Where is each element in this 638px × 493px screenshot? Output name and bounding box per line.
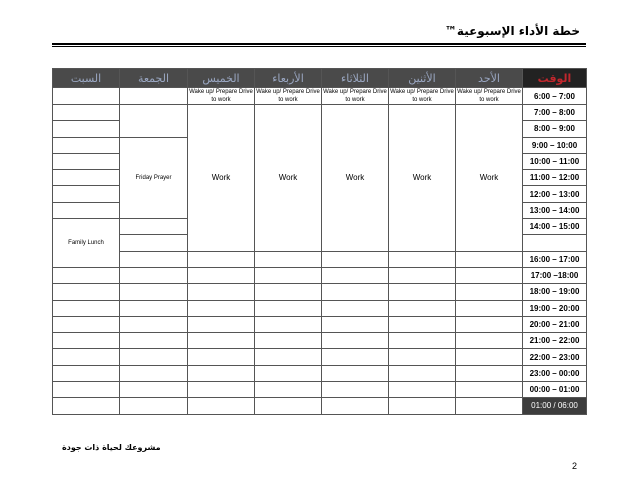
cell-tuesday [322, 251, 389, 267]
table-row [53, 251, 587, 267]
cell-tuesday [322, 267, 389, 283]
cell-thursday [188, 333, 255, 349]
cell-wednesday [255, 382, 322, 398]
cell-saturday [53, 137, 120, 153]
time-cell: 00:00 – 01:00 [523, 382, 587, 398]
cell-sunday [456, 398, 523, 414]
header-thursday: الخميس [188, 69, 255, 88]
cell-saturday [53, 170, 120, 186]
time-cell: 19:00 – 20:00 [523, 300, 587, 316]
cell-sunday [456, 349, 523, 365]
cell-saturday [53, 333, 120, 349]
time-cell: 23:00 – 00:00 [523, 365, 587, 381]
time-cell-sleep: 01:00 / 06:00 [523, 398, 587, 414]
cell-tuesday [322, 398, 389, 414]
cell-tuesday [322, 300, 389, 316]
cell-friday [120, 349, 188, 365]
table-row [53, 333, 587, 349]
cell-saturday [53, 316, 120, 332]
table-row [53, 365, 587, 381]
cell-thursday [523, 235, 587, 251]
title-underline [52, 43, 586, 45]
cell-saturday [53, 153, 120, 169]
time-cell: 21:00 – 22:00 [523, 333, 587, 349]
cell-tuesday [322, 316, 389, 332]
cell-monday [389, 267, 456, 283]
cell-sunday [456, 316, 523, 332]
table-row [53, 316, 587, 332]
footer-slogan: مشروعك لحياة ذات جودة [62, 443, 161, 452]
cell-saturday [53, 186, 120, 202]
table-row [53, 300, 587, 316]
cell-friday [120, 88, 188, 105]
cell-monday [389, 398, 456, 414]
cell-thursday [188, 349, 255, 365]
cell-friday-prayer: Friday Prayer [120, 137, 188, 218]
cell-sunday [456, 382, 523, 398]
cell-wednesday [255, 333, 322, 349]
cell-monday-work: Work [389, 105, 456, 252]
cell-friday [120, 300, 188, 316]
time-cell: 8:00 – 9:00 [523, 121, 587, 137]
title-underline-thin [52, 46, 586, 47]
time-cell: 18:00 – 19:00 [523, 284, 587, 300]
time-cell: 16:00 – 17:00 [523, 251, 587, 267]
table-row [53, 398, 587, 414]
cell-saturday [53, 105, 120, 121]
cell-monday [389, 365, 456, 381]
cell-sunday [456, 284, 523, 300]
cell-saturday [53, 365, 120, 381]
cell-wednesday [255, 267, 322, 283]
cell-sunday [456, 365, 523, 381]
header-row [53, 69, 587, 88]
cell-sunday-work: Work [456, 105, 523, 252]
table-row [53, 267, 587, 283]
header-tuesday: الثلاثاء [322, 69, 389, 88]
time-cell: 17:00 –18:00 [523, 267, 587, 283]
table-row [53, 349, 587, 365]
cell-wednesday [255, 349, 322, 365]
header-wednesday: الأربعاء [255, 69, 322, 88]
table-row [53, 284, 587, 300]
cell-saturday [53, 382, 120, 398]
cell-monday [389, 333, 456, 349]
cell-wednesday [255, 365, 322, 381]
cell-wednesday [255, 316, 322, 332]
table-row [53, 105, 587, 121]
table-row [53, 382, 587, 398]
cell-friday [120, 316, 188, 332]
cell-wednesday [255, 398, 322, 414]
time-cell: 9:00 – 10:00 [523, 137, 587, 153]
cell-thursday [188, 300, 255, 316]
cell-wednesday-wakeup: Wake up/ Prepare Drive to work [256, 89, 320, 103]
time-cell: 6:00 – 7:00 [523, 88, 587, 105]
time-cell: 22:00 – 23:00 [523, 349, 587, 365]
cell-monday [389, 316, 456, 332]
cell-friday [120, 333, 188, 349]
cell-friday [120, 251, 188, 267]
cell-monday [389, 382, 456, 398]
cell-tuesday-wakeup: Wake up/ Prepare Drive to work [323, 89, 387, 103]
time-cell: 13:00 – 14:00 [523, 202, 587, 218]
cell-tuesday [322, 284, 389, 300]
cell-saturday [53, 284, 120, 300]
cell-saturday [53, 349, 120, 365]
time-cell: 14:00 – 15:00 [523, 219, 587, 235]
cell-tuesday [322, 349, 389, 365]
cell-monday [389, 284, 456, 300]
cell-saturday [53, 121, 120, 137]
cell-thursday [188, 365, 255, 381]
time-cell: 20:00 – 21:00 [523, 316, 587, 332]
table-row [53, 88, 587, 105]
cell-monday-wakeup: Wake up/ Prepare Drive to work [390, 89, 454, 103]
cell-thursday [188, 398, 255, 414]
time-cell: 12:00 – 13:00 [523, 186, 587, 202]
cell-tuesday [322, 382, 389, 398]
cell-sunday [456, 251, 523, 267]
cell-tuesday [322, 333, 389, 349]
time-cell: 11:00 – 12:00 [523, 170, 587, 186]
header-friday: الجمعة [120, 69, 188, 88]
cell-wednesday [255, 251, 322, 267]
cell-sunday [456, 267, 523, 283]
cell-tuesday [322, 365, 389, 381]
cell-saturday [53, 88, 120, 105]
cell-family-lunch: Family Lunch [53, 219, 120, 268]
cell-wednesday-work: Work [255, 105, 322, 252]
cell-thursday [188, 267, 255, 283]
cell-thursday [188, 316, 255, 332]
cell-saturday [53, 267, 120, 283]
cell-sunday-wakeup: Wake up/ Prepare Drive to work [457, 89, 521, 103]
cell-monday [389, 251, 456, 267]
cell-friday [120, 219, 188, 235]
weekly-plan-table [52, 68, 587, 415]
page-number: 2 [572, 461, 578, 471]
cell-friday [120, 382, 188, 398]
cell-wednesday [255, 300, 322, 316]
cell-thursday-work: Work [188, 105, 255, 252]
cell-friday [120, 284, 188, 300]
cell-thursday [188, 284, 255, 300]
cell-sunday [456, 300, 523, 316]
cell-thursday [188, 382, 255, 398]
cell-saturday [53, 300, 120, 316]
cell-friday [120, 365, 188, 381]
cell-thursday-wakeup: Wake up/ Prepare Drive to work [189, 89, 253, 103]
cell-sunday [456, 333, 523, 349]
cell-saturday [53, 202, 120, 218]
cell-friday [120, 267, 188, 283]
time-cell: 10:00 – 11:00 [523, 153, 587, 169]
time-cell: 7:00 – 8:00 [523, 105, 587, 121]
header-saturday: السبت [53, 69, 120, 88]
cell-monday [389, 349, 456, 365]
cell-friday [120, 235, 188, 251]
header-sunday: الأحد [456, 69, 523, 88]
header-time: الوقت [523, 69, 587, 88]
header-monday: الأثنين [389, 69, 456, 88]
cell-saturday [53, 398, 120, 414]
cell-tuesday-work: Work [322, 105, 389, 252]
cell-monday [389, 300, 456, 316]
cell-wednesday [255, 284, 322, 300]
document-title: خطة الأداء الإسبوعية™ [444, 24, 580, 38]
cell-thursday [188, 251, 255, 267]
cell-friday [120, 398, 188, 414]
cell-friday-block [120, 105, 188, 138]
